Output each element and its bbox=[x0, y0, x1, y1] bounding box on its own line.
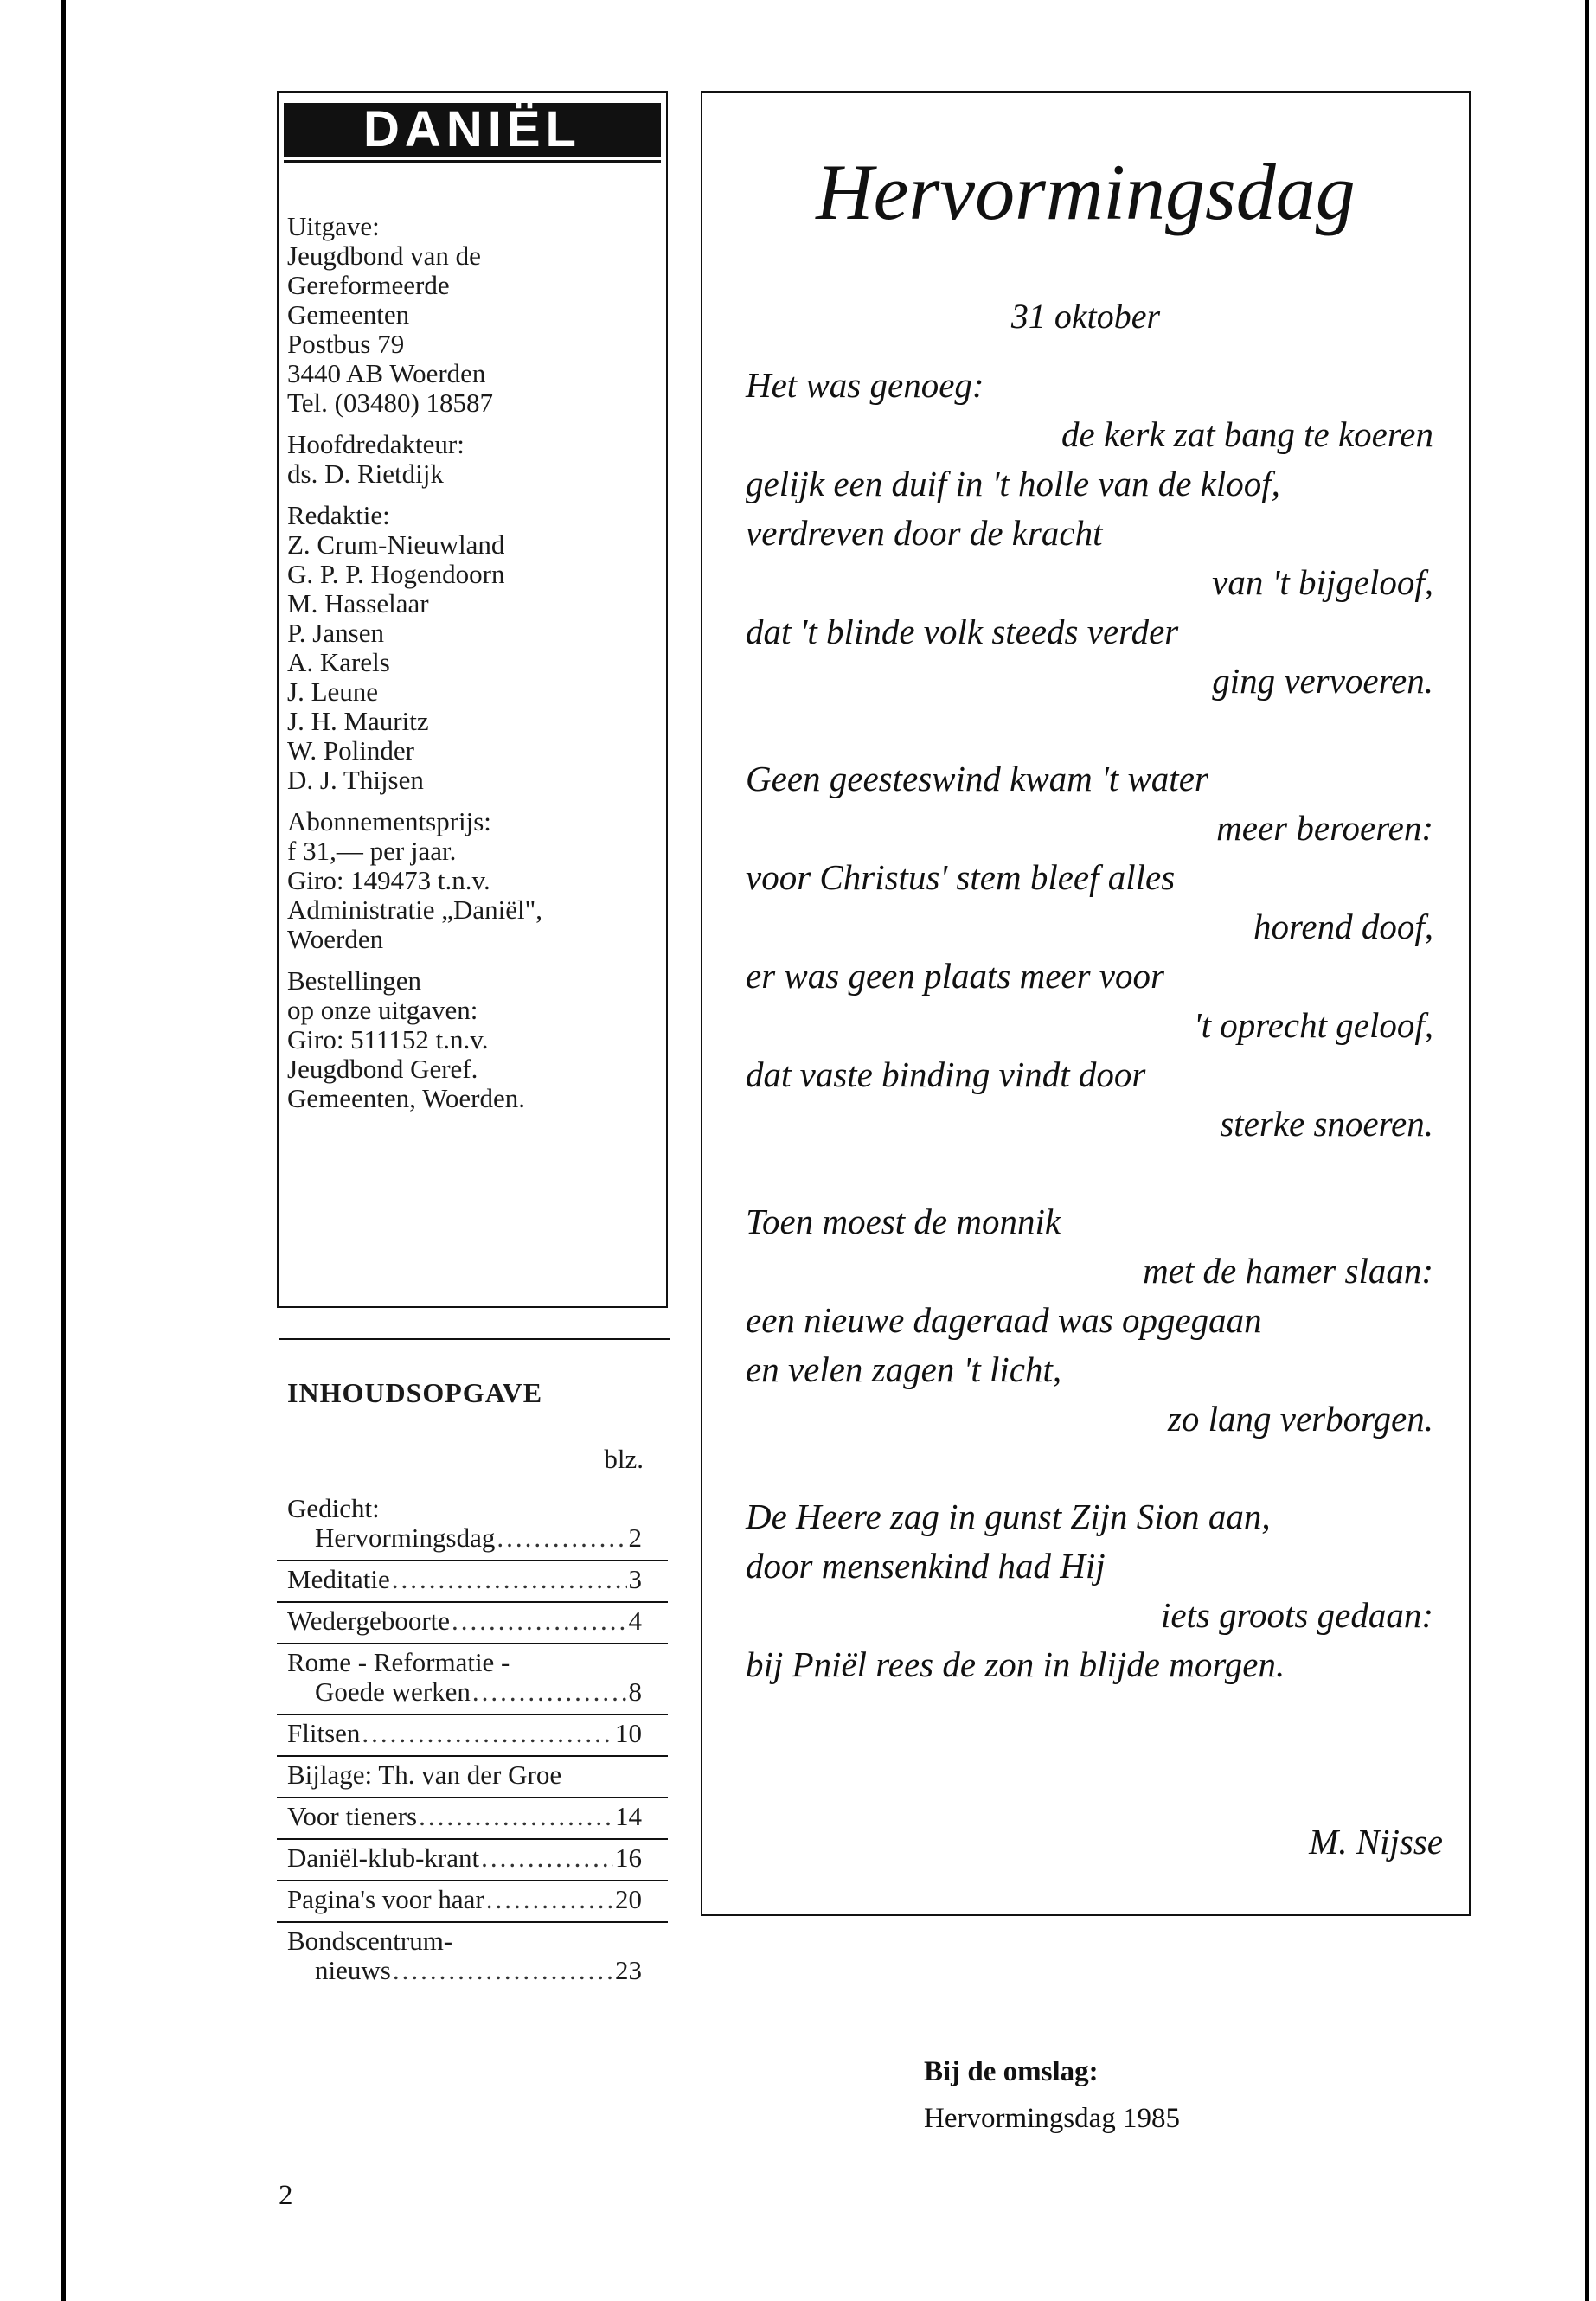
publisher-group bbox=[287, 212, 659, 418]
publisher-line: Jeugdbond van de bbox=[287, 240, 481, 271]
subscription-period: per jaar. bbox=[369, 836, 457, 866]
poem-line: 't oprecht geloof, bbox=[1193, 1005, 1433, 1045]
publisher-label: Uitgave: bbox=[287, 211, 380, 241]
poem-line: een nieuwe dageraad was opgegaan bbox=[746, 1300, 1262, 1340]
subscription-line: Administratie „Daniël", bbox=[287, 894, 543, 925]
toc-item-page: 4 bbox=[628, 1606, 642, 1636]
editor-name: G. P. P. Hogendoorn bbox=[287, 559, 505, 589]
toc-item-label: Pagina's voor haar bbox=[287, 1884, 484, 1914]
editor-name: P. Jansen bbox=[287, 618, 384, 648]
orders-line: op onze uitgaven: bbox=[287, 995, 478, 1025]
toc-item-page: 20 bbox=[615, 1884, 642, 1914]
poem-line: bij Pniël rees de zon in blijde morgen. bbox=[746, 1644, 1285, 1684]
scan-edge-left bbox=[61, 0, 66, 2301]
orders-line: Giro: 511152 t.n.v. bbox=[287, 1024, 489, 1054]
orders-line: Gemeenten, Woerden. bbox=[287, 1083, 525, 1113]
poem-stanza bbox=[746, 361, 1433, 706]
editor-in-chief-group bbox=[287, 430, 659, 489]
poem-line: van 't bijgeloof, bbox=[1212, 562, 1433, 602]
publisher-line: 3440 AB Woerden bbox=[287, 358, 486, 388]
poem-line: voor Christus' stem bleef alles bbox=[746, 857, 1176, 897]
poem-line: horend doof, bbox=[1253, 907, 1433, 946]
editorial-label: Redaktie: bbox=[287, 500, 390, 530]
cover-note-text: Hervormingsdag 1985 bbox=[924, 2103, 1181, 2134]
orders-line: Bestellingen bbox=[287, 965, 421, 996]
toc-item-label: nieuws bbox=[315, 1955, 391, 1985]
poem-stanza bbox=[746, 1197, 1433, 1444]
poem-box bbox=[701, 91, 1471, 1916]
toc-item-label: Wedergeboorte bbox=[287, 1606, 451, 1636]
poem-line: door mensenkind had Hij bbox=[746, 1546, 1106, 1586]
poem-line: de kerk zat bang te koeren bbox=[1061, 414, 1433, 454]
subscription-group bbox=[287, 807, 659, 954]
subscription-label: Abonnementsprijs: bbox=[287, 806, 491, 836]
editor-name: A. Karels bbox=[287, 647, 390, 677]
poem-author: M. Nijsse bbox=[1309, 1822, 1443, 1862]
toc-item-page: 16 bbox=[615, 1843, 642, 1873]
toc-separator bbox=[279, 1338, 670, 1340]
poem-line: en velen zagen 't licht, bbox=[746, 1349, 1062, 1389]
toc-item-page: 10 bbox=[615, 1718, 642, 1748]
poem-line: er was geen plaats meer voor bbox=[746, 956, 1164, 996]
toc-list bbox=[287, 1490, 642, 1992]
toc-item-label: Bijlage: Th. van der Groe bbox=[287, 1759, 562, 1790]
orders-line: Jeugdbond Geref. bbox=[287, 1054, 478, 1084]
subscription-price: f 31,— bbox=[287, 836, 363, 866]
poem-line: meer beroeren: bbox=[1216, 808, 1433, 848]
toc-item-label: Daniël-klub-krant bbox=[287, 1843, 480, 1873]
poem-date: 31 oktober bbox=[1010, 297, 1161, 336]
toc-title: INHOUDSOPGAVE bbox=[287, 1377, 543, 1408]
toc-item-label: Goede werken bbox=[315, 1676, 471, 1707]
poem-line: De Heere zag in gunst Zijn Sion aan, bbox=[746, 1497, 1271, 1536]
editor-in-chief-name: ds. D. Rietdijk bbox=[287, 458, 444, 489]
toc-item[interactable] bbox=[277, 1715, 668, 1757]
magazine-logo: DANIËL bbox=[284, 103, 661, 157]
publisher-line: Gemeenten bbox=[287, 299, 410, 330]
editorial-group bbox=[287, 501, 659, 795]
toc-item-page: 14 bbox=[615, 1801, 642, 1831]
poem-stanza bbox=[746, 754, 1433, 1149]
toc-item-category: Bondscentrum- bbox=[287, 1926, 453, 1956]
poem-line: iets groots gedaan: bbox=[1160, 1595, 1433, 1635]
editor-name: J. Leune bbox=[287, 676, 379, 707]
toc-item[interactable] bbox=[277, 1644, 668, 1715]
toc-item[interactable] bbox=[277, 1923, 668, 1992]
editor-name: J. H. Mauritz bbox=[287, 706, 429, 736]
poem-line: Toen moest de monnik bbox=[746, 1202, 1061, 1241]
cover-note bbox=[924, 2048, 1180, 2142]
poem-line: gelijk een duif in 't holle van de kloof, bbox=[746, 464, 1280, 503]
scan-edge-right bbox=[1585, 0, 1589, 2301]
toc-item-page: 23 bbox=[615, 1955, 642, 1985]
poem-line: dat 't blinde volk steeds verder bbox=[746, 612, 1179, 651]
table-of-contents bbox=[287, 1377, 642, 1992]
subscription-price-line bbox=[287, 836, 659, 866]
poem-line: met de hamer slaan: bbox=[1143, 1251, 1433, 1291]
poem-line: dat vaste binding vindt door bbox=[746, 1054, 1146, 1094]
masthead bbox=[287, 212, 659, 1125]
editor-name: M. Hasselaar bbox=[287, 588, 429, 619]
colophon-box bbox=[277, 91, 668, 1308]
toc-item-page: 3 bbox=[628, 1564, 642, 1594]
cover-note-heading: Bij de omslag: bbox=[924, 2056, 1099, 2087]
poem-line: zo lang verborgen. bbox=[1167, 1399, 1433, 1439]
poem-line: Geen geesteswind kwam 't water bbox=[746, 759, 1208, 798]
toc-item[interactable] bbox=[277, 1798, 668, 1840]
publisher-line: Tel. (03480) 18587 bbox=[287, 388, 494, 418]
editor-name: D. J. Thijsen bbox=[287, 765, 424, 795]
toc-page-column-label: blz. bbox=[604, 1444, 644, 1474]
toc-item-label: Meditatie bbox=[287, 1564, 390, 1594]
toc-item[interactable] bbox=[277, 1490, 668, 1561]
toc-item[interactable] bbox=[277, 1603, 668, 1644]
publisher-line: Gereformeerde bbox=[287, 270, 450, 300]
page-number: 2 bbox=[279, 2180, 293, 2211]
toc-item-label: Hervormingsdag bbox=[315, 1522, 496, 1553]
toc-item-label: Flitsen bbox=[287, 1718, 361, 1748]
editor-name: Z. Crum-Nieuwland bbox=[287, 529, 505, 560]
subscription-line: Giro: 149473 t.n.v. bbox=[287, 865, 490, 895]
subscription-line: Woerden bbox=[287, 924, 384, 954]
toc-item-page: 8 bbox=[628, 1676, 642, 1707]
toc-item-page: 2 bbox=[628, 1522, 642, 1553]
poem-body bbox=[746, 361, 1433, 1738]
poem-stanza bbox=[746, 1492, 1433, 1689]
toc-item-category: Rome - Reformatie - bbox=[287, 1647, 510, 1677]
poem-line: sterke snoeren. bbox=[1220, 1104, 1433, 1144]
logo-rule bbox=[284, 160, 661, 163]
orders-group bbox=[287, 966, 659, 1113]
toc-item[interactable] bbox=[277, 1561, 668, 1603]
poem-title: Hervormingsdag bbox=[816, 148, 1356, 236]
toc-item-label: Voor tieners bbox=[287, 1801, 418, 1831]
publisher-line: Postbus 79 bbox=[287, 329, 405, 359]
poem-line: Het was genoeg: bbox=[746, 365, 984, 405]
poem-line: ging vervoeren. bbox=[1212, 661, 1433, 701]
editor-in-chief-label: Hoofdredakteur: bbox=[287, 429, 465, 459]
toc-item[interactable] bbox=[277, 1757, 668, 1798]
editor-name: W. Polinder bbox=[287, 735, 414, 766]
toc-item[interactable] bbox=[277, 1840, 668, 1881]
toc-item-category: Gedicht: bbox=[287, 1493, 380, 1523]
poem-line: verdreven door de kracht bbox=[746, 513, 1103, 553]
toc-item[interactable] bbox=[277, 1881, 668, 1923]
